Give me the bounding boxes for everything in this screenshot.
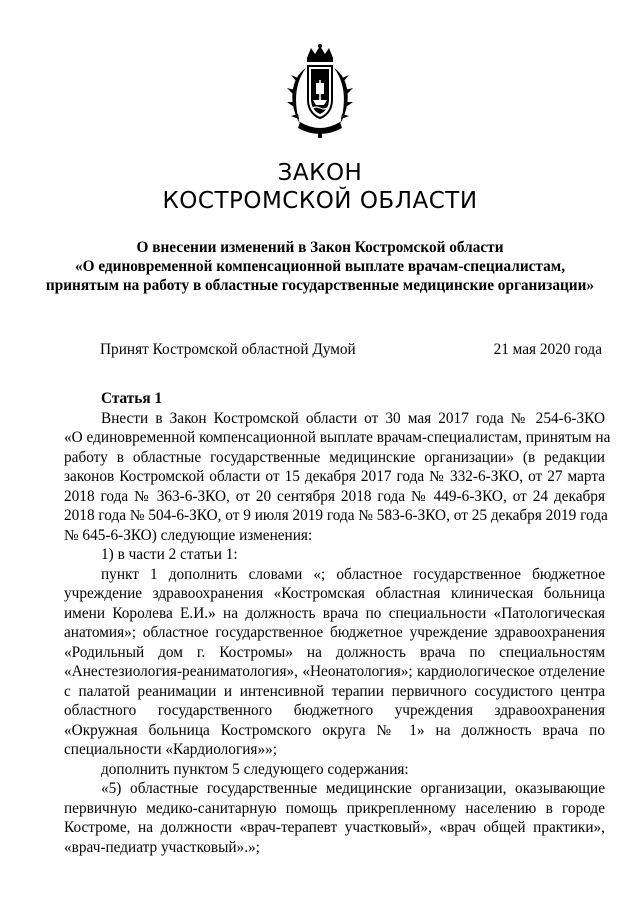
text-line: № 645-6-ЗКО) следующие изменения:: [64, 526, 313, 544]
article-lines: [64, 409, 611, 858]
text-line: «Окружная больница Костромского округа № 1» на должность врача по: [64, 721, 605, 739]
text-line: Костроме, на должности «врач-терапевт участковый», «врач общей практики»,: [64, 819, 605, 836]
text-line: специальности «Кардиология»»;: [64, 741, 277, 758]
text-line: первичную медико-санитарную помощь прикрепленному населению в городе: [64, 799, 605, 817]
subject-line: принятым на работу в областные государственные медицинские организации»: [45, 277, 595, 294]
text-line: работу в областные государственные медицинские организации» (в редакции: [64, 448, 605, 466]
law-subject: [40, 238, 600, 295]
text-line: имени Королева Е.И.» на должность врача по специальности «Патологическая: [64, 604, 605, 622]
subject-line: «О единовременной компенсационной выплате врачам-специалистам,: [74, 258, 566, 275]
coat-of-arms-icon: [280, 44, 360, 144]
text-line: с палатой реанимации и интенсивной терапии первичного сосудистого центра: [64, 682, 605, 700]
text-line: «врач-педиатр участковый».»;: [64, 838, 260, 856]
region-title: КОСТРОМСКОЙ ОБЛАСТИ: [162, 188, 478, 214]
text-line: областного государственного бюджетного учреждения здравоохранения: [64, 702, 605, 719]
article-heading: Статья 1: [101, 390, 163, 407]
text-line: законов Костромской области от 15 декабря 2017 года № 332-6-ЗКО, от 27 марта: [64, 468, 605, 485]
text-line: «Анестезиология-реаниматология», «Неонатология»; кардиологическое отделение: [64, 663, 605, 680]
text-line: пункт 1 дополнить словами «; областное государственное бюджетное: [101, 565, 605, 583]
article-body: [64, 389, 611, 857]
text-line: «5) областные государственные медицинские организации, оказывающие: [101, 780, 605, 797]
text-line: «Родильный дом г. Костромы» на должность врача по специальностям: [64, 643, 605, 661]
text-line: 2018 года № 363-6-ЗКО, от 20 сентября 2018 года № 449-6-ЗКО, от 24 декабря: [64, 487, 605, 505]
text-line: дополнить пунктом 5 следующего содержания:: [101, 760, 409, 778]
text-line: учреждение здравоохранения «Костромская областная клиническая больница: [64, 585, 605, 602]
text-line: анатомия»; областное государственное бюджетное учреждение здравоохранения: [64, 624, 605, 641]
subject-line: О внесении изменений в Закон Костромской области: [136, 239, 504, 256]
text-line: 1) в части 2 статьи 1:: [101, 546, 238, 563]
adopted-by: Принят Костромской областной Думой: [100, 341, 356, 358]
document-type-title: ЗАКОН: [277, 160, 363, 186]
text-line: 2018 года № 504-6-ЗКО, от 9 июля 2019 года № 583-6-ЗКО, от 25 декабря 2019 года: [64, 507, 608, 524]
adoption-date: 21 мая 2020 года: [493, 341, 602, 358]
text-line: Внести в Закон Костромской области от 30 мая 2017 года № 254-6-ЗКО: [101, 409, 605, 427]
text-line: «О единовременной компенсационной выплате врачам-специалистам, принятым на: [64, 429, 611, 446]
